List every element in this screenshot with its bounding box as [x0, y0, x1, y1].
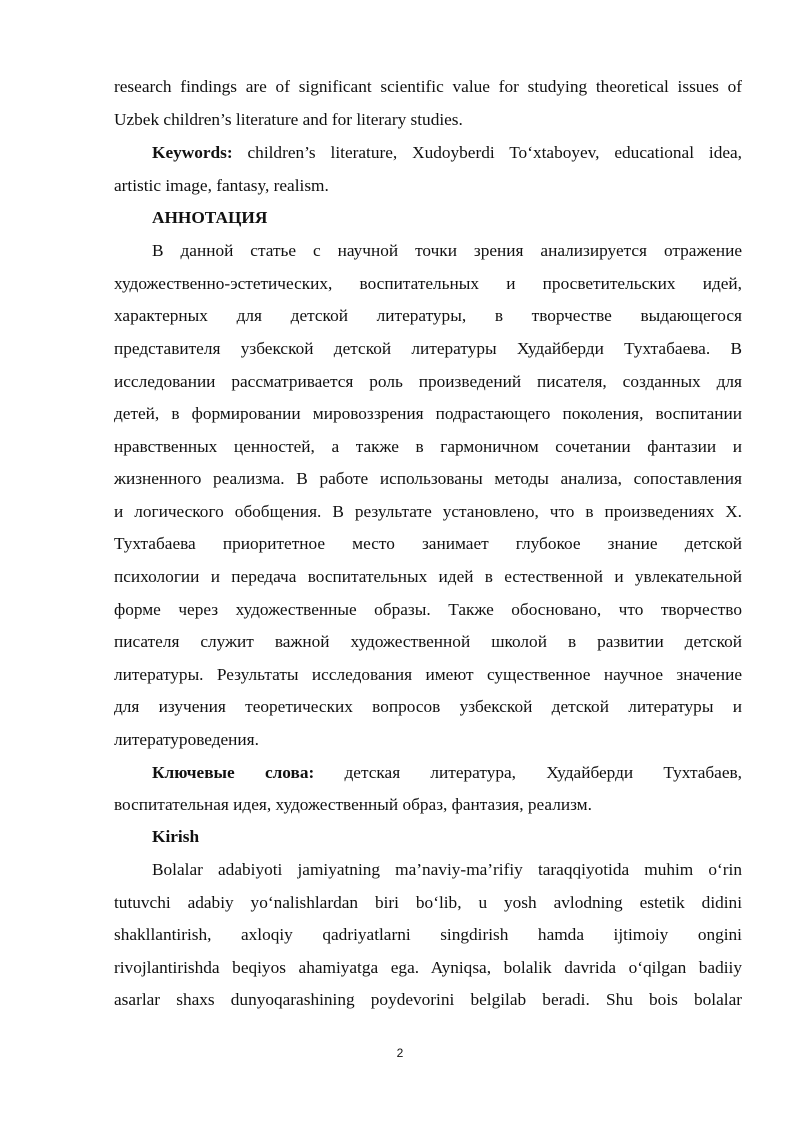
intro-line: tutuvchi adabiy yo‘nalishlardan biri bo‘lib, u yosh avlodning estetik didini	[114, 893, 742, 912]
annotation-line: Тухтабаева приоритетное место занимает глубокое знание детской	[114, 534, 742, 553]
intro-line: rivojlantirishda beqiyos ahamiyatga ega. Ayniqsa, bolalik davrida o‘qilgan badiiy	[114, 958, 742, 977]
intro-line: asarlar shaxs dunyoqarashining poydevorini belgilab beradi. Shu bois bolalar	[114, 990, 742, 1009]
annotation-line: детей, в формировании мировоззрения подрастающего поколения, воспитании	[114, 404, 742, 423]
annotation-line: писателя служит важной художественной школой в развитии детской	[114, 632, 742, 651]
keywords-en-cont: artistic image, fantasy, realism.	[114, 176, 329, 195]
annotation-line: представителя узбекской детской литературы Худайберди Тухтабаева. В	[114, 339, 742, 358]
keywords-en-text: children’s literature, Xudoyberdi To‘xtaboyev, educational idea,	[232, 143, 742, 162]
annotation-heading: АННОТАЦИЯ	[152, 208, 268, 227]
annotation-line: психологии и передача воспитательных идей в естественной и увлекательной	[114, 567, 742, 586]
page-number: 2	[396, 1046, 404, 1060]
abstract-en-line: Uzbek children’s literature and for literary studies.	[114, 110, 463, 129]
annotation-line: нравственных ценностей, а также в гармоничном сочетании фантазии и	[114, 437, 742, 456]
keywords-ru-cont: воспитательная идея, художественный образ, фантазия, реализм.	[114, 795, 592, 814]
keywords-ru-text: детская литература, Худайберди Тухтабаев,	[314, 763, 742, 782]
keywords-en-label: Keywords:	[152, 143, 233, 162]
annotation-line: исследовании рассматривается роль произведений писателя, созданных для	[114, 372, 742, 391]
keywords-ru-label: Ключевые слова:	[152, 763, 315, 782]
annotation-line: художественно-эстетических, воспитательных и просветительских идей,	[114, 274, 742, 293]
annotation-line: жизненного реализма. В работе использованы методы анализа, сопоставления	[114, 469, 742, 488]
annotation-line: характерных для детской литературы, в творчестве выдающегося	[114, 306, 742, 325]
annotation-line: и логического обобщения. В результате установлено, что в произведениях Х.	[114, 502, 742, 521]
intro-line: Bolalar adabiyoti jamiyatning ma’naviy-ma’rifiy taraqqiyotida muhim o‘rin	[152, 860, 742, 879]
annotation-line: литературы. Результаты исследования имеют существенное научное значение	[114, 665, 742, 684]
annotation-line: литературоведения.	[114, 730, 259, 749]
keywords-en	[152, 142, 742, 164]
annotation-line: для изучения теоретических вопросов узбекской детской литературы и	[114, 697, 742, 716]
intro-line: shakllantirish, axloqiy qadriyatlarni singdirish hamda ijtimoiy ongini	[114, 925, 742, 944]
annotation-line: форме через художественные образы. Также обосновано, что творчество	[114, 600, 742, 619]
annotation-line: В данной статье с научной точки зрения анализируется отражение	[152, 241, 742, 260]
keywords-ru	[152, 762, 742, 784]
intro-heading: Kirish	[152, 827, 200, 846]
abstract-en-line: research findings are of significant scientific value for studying theoretical issues of	[114, 77, 742, 96]
